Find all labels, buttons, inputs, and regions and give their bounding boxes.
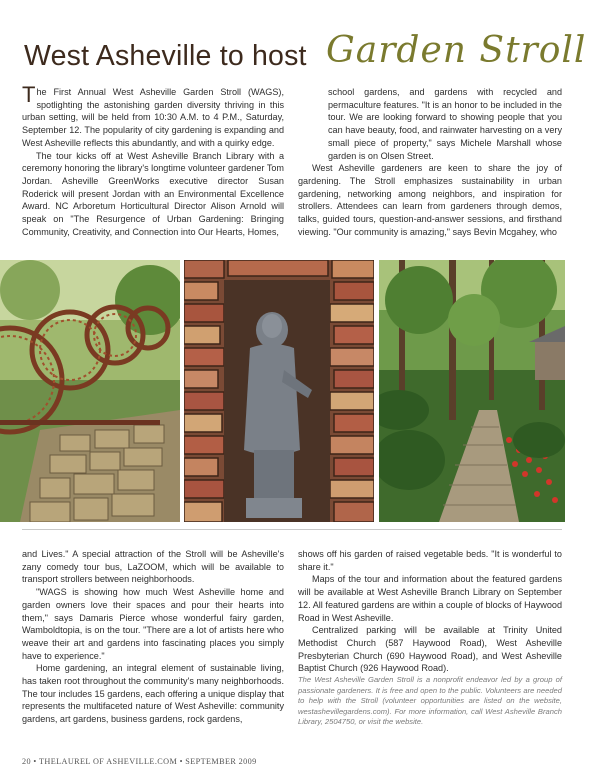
col4-paragraph-2: Maps of the tour and information about the featured gardens will be available at West Asheville Branch Library on September 12. All featured gardens are within a couple of blocks of Haywood Road in West Asheville. — [298, 574, 562, 623]
col2-paragraph-2: West Asheville gardeners are keen to share the joy of gardening. The Stroll emphasizes sustainability in urban gardening, networking among neighbors, and inspiration for strollers. Attendees can learn from gardeners through demos, talks, guided tours, question-and-answer sessions, and firsthand viewing. "Our community is amazing," says Bevin Mcgahey, who — [298, 163, 562, 237]
info-note: The West Asheville Garden Stroll is a nonprofit endeavor led by a group of passionate gardeners. It is free and open to the public. Volunteers are needed to help with the Stroll (volunteer opportunities are listed on the website, westashevillegardens.com). For more information, call West Asheville Branch Library, 2504750, or visit the website. — [298, 675, 562, 727]
photo-strip — [0, 260, 603, 522]
col3-paragraph-2: "WAGS is showing how much West Asheville home and garden owners love their spaces and pour their hearts into them," says Damaris Pierce whose wonderful fairy garden, Wamboldtopia, is on the tour. "There are a lot of artists here who weave their art and gardens into fascinating places you simply have to experience." — [22, 587, 284, 661]
page-footer: 20 • THELAUREL OF ASHEVILLE.COM • SEPTEMBER 2009 — [22, 757, 257, 766]
article-title — [24, 24, 587, 84]
col3-paragraph-1: and Lives." A special attraction of the Stroll will be Asheville's zany comedy tour bus, LaZOOM, which will be available to transport strollers between neighborhoods. — [22, 549, 284, 585]
divider-rule — [22, 529, 562, 530]
col3-paragraph-3: Home gardening, an integral element of sustainable living, has taken root throughout the community's many neighborhoods. The tour includes 15 gardens, each offering a unique display that represents the multifaceted nature of West Asheville: community gardens, art gardens, business gardens, rock gardens, — [22, 663, 284, 725]
col1-paragraph-1 — [22, 82, 284, 150]
col4-paragraph-3: Centralized parking will be available at Trinity United Methodist Church (587 Haywood Road), West Asheville Presbyterian Church (690 Haywood Road), and West Asheville Baptist Church (926 Haywood Road). — [298, 625, 562, 674]
title-script: Garden Stroll — [326, 30, 587, 71]
col1-p1-text: he First Annual West Asheville Garden Stroll (WAGS), spotlighting the astonishing garden diversity thriving in this urban setting, will be held from 10:30 A.M. to 4 P.M., Saturday, September 12. The popularity of city gardening is expanding and West Asheville reflects this abundantly, and with a quirky edge. — [22, 87, 284, 148]
photo-garden-wheels — [0, 260, 180, 522]
photo-garden-path — [379, 260, 565, 522]
column-2 — [298, 86, 562, 238]
col2-paragraph-1: school gardens, and gardens with recycled and permaculture features. "It is an honor to be included in the tour. We are looking forward to showing people that you can have beauty, food, and rainwater harvesting on a very small piece of property," says Michele Marshall whose garden is on Olsen Street. — [328, 87, 562, 161]
column-4 — [298, 548, 562, 728]
col1-paragraph-2: The tour kicks off at West Asheville Branch Library with a ceremony honoring the library's longtime volunteer gardener Tom Jordan. Asheville GreenWorks executive director Susan Roderick will present Jordan with an Environmental Excellence Award. NC Arboretum Horticultural Director Alison Arnold will speak on "The Resurgence of Urban Gardening: Bringing Community, Creativity, and Connection into Our Hearts, Homes, — [22, 150, 284, 237]
col4-paragraph-1: shows off his garden of raised vegetable beds. "It is wonderful to share it." — [298, 549, 562, 572]
photo-statue-niche — [184, 260, 374, 522]
drop-cap: T — [22, 82, 36, 107]
column-1 — [22, 82, 284, 238]
column-3 — [22, 548, 284, 726]
title-plain: West Asheville to host — [24, 40, 307, 72]
